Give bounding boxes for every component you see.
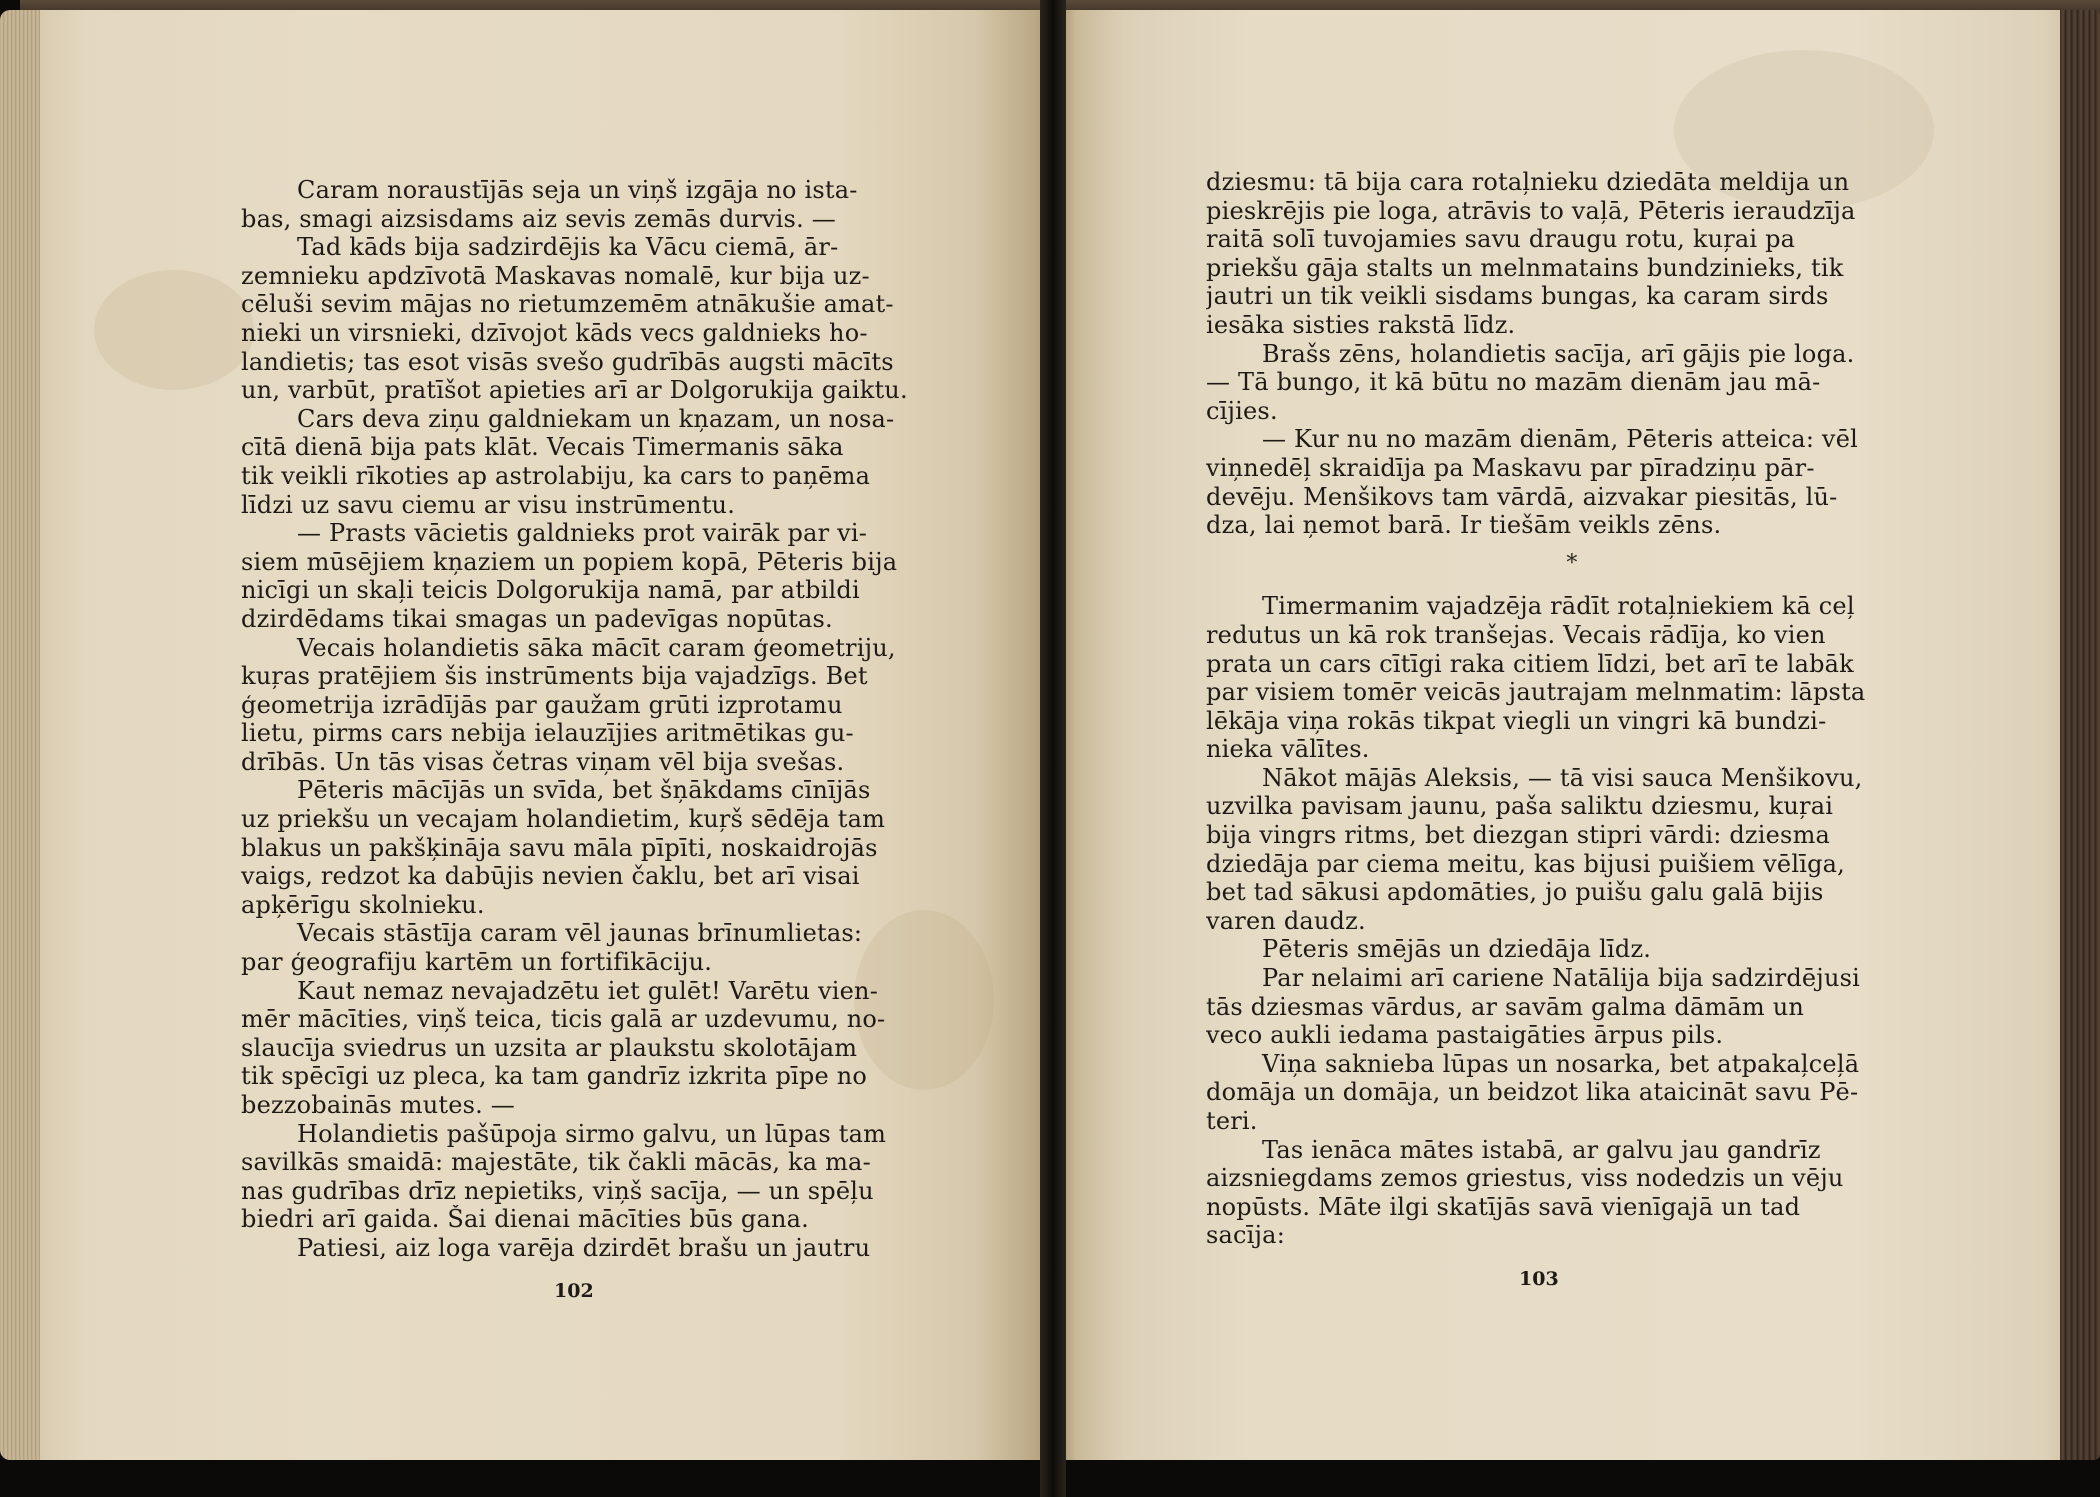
- text-line: dzirdēdams tikai smagas un padevīgas nopūtas.: [241, 604, 833, 633]
- text-line: zemnieku apdzīvotā Maskavas nomalē, kur bija uz-: [241, 261, 870, 290]
- text-line: blakus un pakšķināja savu māla pīpīti, noskaidrojās: [241, 833, 878, 862]
- text-line: mēr mācīties, viņš teica, ticis galā ar uzdevumu, no-: [241, 1005, 886, 1034]
- text-line: savilkās smaidā: majestāte, tik čakli mācās, ka ma-: [241, 1148, 871, 1177]
- text-line: Viņa saknieba lūpas un nosarka, bet atpakaļceļā: [1262, 1049, 1860, 1078]
- text-line: — Tā bungo, it kā būtu no mazām dienām jau mā-: [1206, 368, 1821, 397]
- text-line: pieskrējis pie loga, atrāvis to vaļā, Pēteris ieraudzīja: [1206, 196, 1856, 225]
- left-page-edge: [0, 10, 40, 1460]
- text-line: kuŗas pratējiem šis instrūments bija vajadzīgs. Bet: [241, 662, 868, 691]
- text-line: bet tad sākusi apdomāties, jo puišu galu galā bijis: [1206, 878, 1824, 907]
- text-line: ģeometrija izrādījās par gaužam grūti izprotamu: [241, 690, 843, 719]
- left-page-number: 102: [554, 1280, 594, 1302]
- text-line: par ģeografiju kartēm un fortifikāciju.: [241, 948, 713, 977]
- text-line: devēju. Menšikovs tam vārdā, aizvakar piesitās, lū-: [1206, 482, 1838, 511]
- text-line: nas gudrības drīz nepietiks, viņš sacīja, — un spēļu: [241, 1176, 874, 1205]
- text-line: dza, lai ņemot barā. Ir tiešām veikls zēns.: [1206, 511, 1722, 540]
- text-line: jautri un tik veikli sisdams bungas, ka caram sirds: [1206, 282, 1829, 311]
- text-line: iesāka sisties rakstā līdz.: [1206, 310, 1516, 339]
- text-line: Tas ienāca mātes istabā, ar galvu jau gandrīz: [1262, 1135, 1821, 1164]
- right-page: [1054, 10, 2090, 1460]
- text-line: landietis; tas esot visās svešo gudrībās augsti mācīts: [241, 347, 894, 376]
- text-line: Timermanim vajadzēja rādīt rotaļniekiem kā ceļ: [1262, 592, 1855, 621]
- text-line: drībās. Un tās visas četras viņam vēl bija svešas.: [241, 747, 845, 776]
- text-line: vaigs, redzot ka dabūjis nevien čaklu, bet arī visai: [241, 862, 860, 891]
- text-line: viņnedēļ skraidīja pa Maskavu par pīradziņu pār-: [1206, 453, 1815, 482]
- book-gutter: [1040, 0, 1066, 1497]
- text-line: biedri arī gaida. Šai dienai mācīties būs gana.: [241, 1205, 809, 1234]
- text-line: tik veikli rīkoties ap astrolabiju, ka cars to paņēma: [241, 461, 871, 490]
- text-line: slaucīja sviedrus un uzsita ar plaukstu skolotājam: [241, 1033, 858, 1062]
- text-line: Pēteris smējās un dziedāja līdz.: [1262, 935, 1652, 964]
- text-line: nieka vālītes.: [1206, 735, 1370, 764]
- text-line: nicīgi un skaļi teicis Dolgorukija namā, par atbildi: [241, 576, 860, 605]
- text-line: — Kur nu no mazām dienām, Pēteris atteica: vēl: [1262, 425, 1858, 454]
- text-line: nopūsts. Māte ilgi skatījās savā vienīgajā un tad: [1206, 1192, 1801, 1221]
- text-line: uz priekšu un vecajam holandietim, kuŗš sēdēja tam: [241, 805, 886, 834]
- text-line: veco aukli iedama pastaigāties ārpus pils.: [1206, 1021, 1724, 1050]
- text-line: bija vingrs ritms, bet diezgan stipri vārdi: dziesma: [1206, 821, 1831, 850]
- section-separator: *: [1566, 550, 1578, 576]
- left-page-body-text: [241, 176, 937, 1263]
- text-line: Holandietis pašūpoja sirmo galvu, un lūpas tam: [297, 1119, 887, 1148]
- text-line: Tad kāds bija sadzirdējis ka Vācu ciemā, ār-: [297, 233, 839, 262]
- text-line: priekšu gāja stalts un melnmatains bundzinieks, tik: [1206, 253, 1844, 282]
- text-line: Brašs zēns, holandietis sacīja, arī gājis pie loga.: [1262, 339, 1855, 368]
- text-line: — Prasts vācietis galdnieks prot vairāk par vi-: [297, 519, 868, 548]
- text-line: un, varbūt, pratīšot apieties arī ar Dolgorukija gaiktu.: [241, 376, 908, 405]
- text-line: nieki un virsnieki, dzīvojot kāds vecs galdnieks ho-: [241, 318, 868, 347]
- text-line: sacīja:: [1206, 1221, 1285, 1250]
- text-line: tik spēcīgi uz pleca, ka tam gandrīz izkrita pīpe no: [241, 1062, 868, 1091]
- text-line: Cars deva ziņu galdniekam un kņazam, un nosa-: [297, 404, 895, 433]
- text-line: dziesmu: tā bija cara rotaļnieku dziedāta meldija un: [1206, 168, 1850, 196]
- text-line: uzvilka pavisam jaunu, paša saliktu dziesmu, kuŗai: [1206, 792, 1834, 821]
- text-line: Nākot mājās Aleksis, — tā visi sauca Menšikovu,: [1262, 763, 1863, 792]
- text-line: bas, smagi aizsisdams aiz sevis zemās durvis. —: [241, 204, 836, 233]
- text-line: cījies.: [1206, 396, 1278, 425]
- text-line: līdzi uz savu ciemu ar visu instrūmentu.: [241, 490, 736, 519]
- paper-stain: [94, 270, 254, 390]
- text-line: prata un cars cītīgi raka citiem līdzi, bet arī te labāk: [1206, 649, 1854, 678]
- text-line: varen daudz.: [1206, 906, 1366, 935]
- text-line: Kaut nemaz nevajadzētu iet gulēt! Varētu vien-: [297, 976, 879, 1005]
- text-line: Vecais stāstīja caram vēl jaunas brīnumlietas:: [297, 919, 863, 948]
- text-line: cēluši sevim mājas no rietumzemēm atnākušie amat-: [241, 290, 894, 319]
- text-line: dziedāja par ciema meitu, kas bijusi puišiem vēlīga,: [1206, 849, 1845, 878]
- text-line: redutus un kā rok tranšejas. Vecais rādīja, ko vien: [1206, 620, 1826, 649]
- text-line: par visiem tomēr veicās jautrajam melnmatim: lāpsta: [1206, 678, 1866, 707]
- text-line: Pēteris mācījās un svīda, bet šņākdams cīnījās: [297, 776, 871, 805]
- text-line: lēkāja viņa rokās tikpat viegli un vingri kā bundzi-: [1206, 706, 1827, 735]
- text-line: Caram noraustījās seja un viņš izgāja no ista-: [297, 176, 858, 204]
- text-line: bezzobainās mutes. —: [241, 1091, 515, 1119]
- right-page-number: 103: [1519, 1268, 1559, 1290]
- text-line: tās dziesmas vārdus, ar savām galma dāmām un: [1206, 992, 1805, 1021]
- text-line: lietu, pirms cars nebija ielauzījies aritmētikas gu-: [241, 719, 854, 748]
- text-line: Patiesi, aiz loga varēja dzirdēt brašu un jautru: [297, 1233, 871, 1262]
- right-page-body-text: [1206, 168, 1938, 1250]
- text-line: apķērīgu skolnieku.: [241, 890, 485, 919]
- left-page: [14, 10, 1054, 1460]
- text-line: raitā solī tuvojamies savu draugu rotu, kuŗai pa: [1206, 225, 1796, 254]
- text-line: Vecais holandietis sāka mācīt caram ģeometriju,: [297, 633, 896, 662]
- text-line: siem mūsējiem kņaziem un popiem kopā, Pēteris bija: [241, 547, 898, 576]
- text-line: domāja un domāja, un beidzot lika ataicināt savu Pē-: [1206, 1078, 1859, 1107]
- right-cover-edge: [2060, 10, 2100, 1460]
- text-line: cītā dienā bija pats klāt. Vecais Timermanis sāka: [241, 433, 844, 462]
- text-line: Par nelaimi arī cariene Natālija bija sadzirdējusi: [1262, 964, 1860, 993]
- text-line: teri.: [1206, 1107, 1258, 1135]
- text-line: aizsniegdams zemos griestus, viss nodedzis un vēju: [1206, 1164, 1844, 1193]
